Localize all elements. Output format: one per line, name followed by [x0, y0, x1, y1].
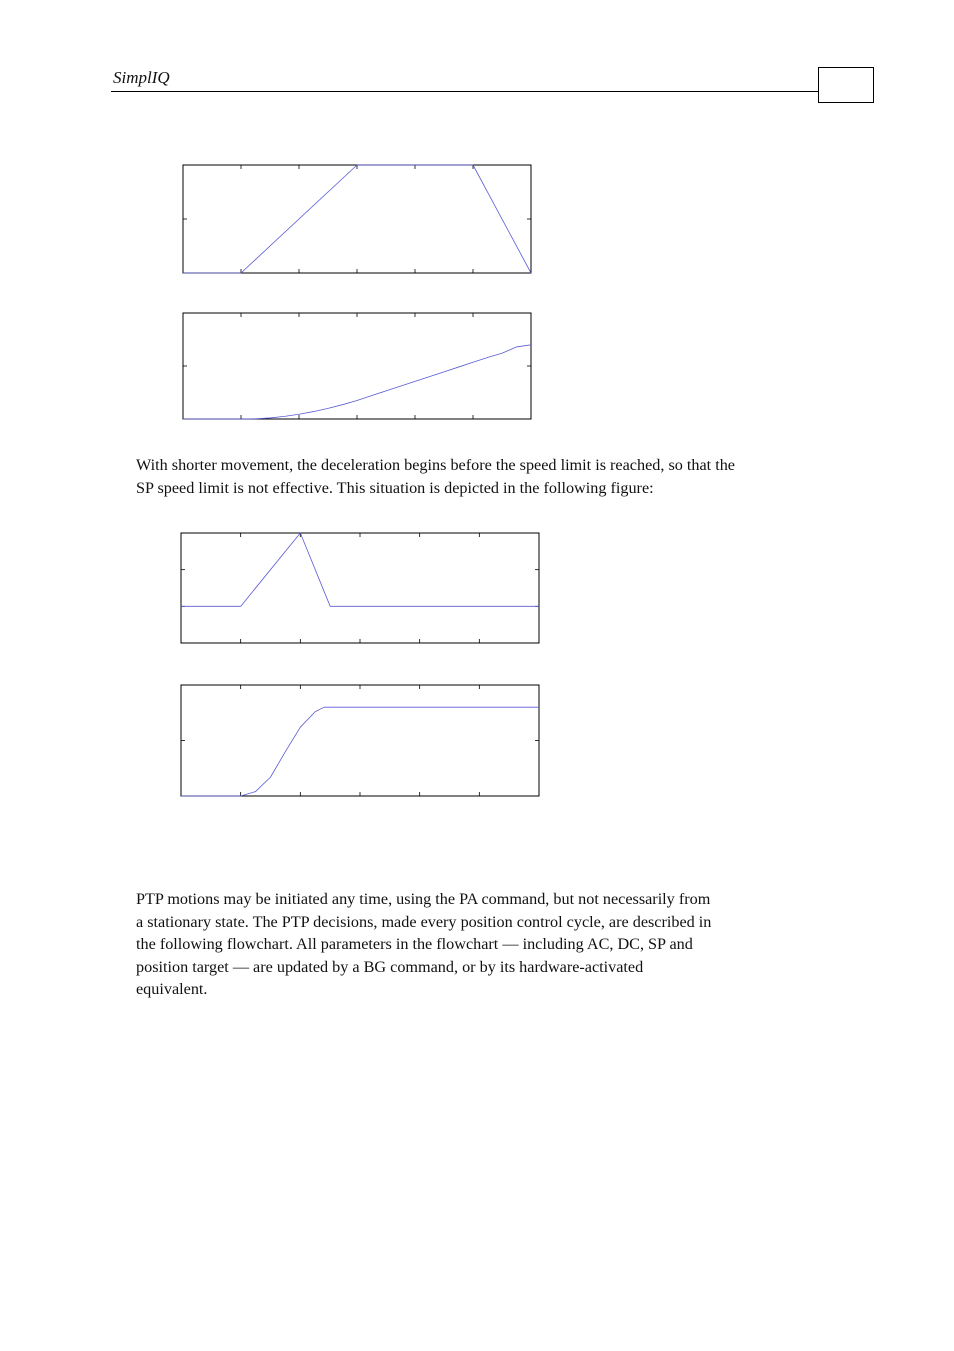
paragraph-ptp-motions — [136, 888, 826, 1001]
position-profile-chart-long-move — [182, 312, 532, 420]
series-line — [183, 165, 531, 273]
page-number-box — [818, 67, 874, 103]
position-profile-chart-short-move — [180, 684, 540, 797]
paragraph-short-movement — [136, 454, 826, 499]
paragraph-line: position target — are updated by a BG command, or by its hardware-activated — [136, 957, 644, 976]
velocity-profile-chart-long-move — [182, 164, 532, 274]
velocity-profile-chart-short-move — [180, 532, 540, 644]
paragraph-line: the following flowchart. All parameters in the flowchart — including AC, DC, SP and — [136, 935, 693, 953]
series-line — [183, 345, 531, 419]
plot-frame — [181, 685, 539, 796]
paragraph-line: With shorter movement, the deceleration begins before the speed limit is reached, so that the — [136, 456, 735, 474]
plot-frame — [183, 165, 531, 273]
paragraph-line: SP speed limit is not effective. This situation is depicted in the following figure: — [136, 478, 654, 497]
series-line — [181, 533, 539, 606]
running-header-title: SimplIQ — [113, 68, 170, 87]
plot-frame — [183, 313, 531, 419]
plot-frame — [181, 533, 539, 643]
header-rule — [111, 91, 819, 92]
paragraph-line: a stationary state. The PTP decisions, made every position control cycle, are described in — [136, 912, 712, 931]
paragraph-line: PTP motions may be initiated any time, using the PA command, but not necessarily from — [136, 890, 711, 908]
series-line — [181, 707, 539, 796]
paragraph-line: equivalent. — [136, 980, 208, 998]
